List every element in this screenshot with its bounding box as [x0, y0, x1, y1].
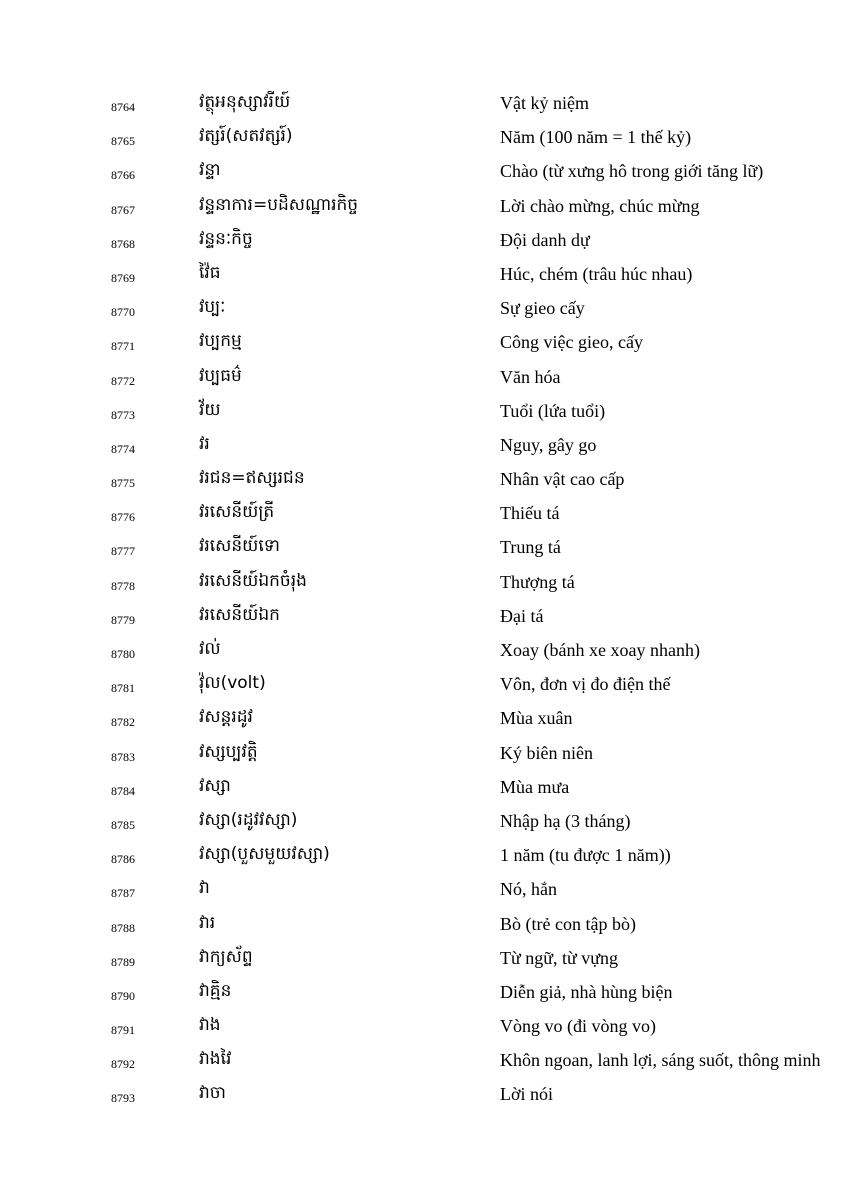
entry-number: 8775: [111, 476, 135, 491]
khmer-term: វ៉ៃធ: [199, 262, 221, 283]
khmer-term: វាចា: [199, 1083, 226, 1104]
entry-number: 8784: [111, 783, 135, 798]
entry-number: 8789: [111, 954, 135, 969]
entry-number: 8791: [111, 1023, 135, 1038]
entry-number: 8778: [111, 578, 135, 593]
khmer-term: វ័យ: [199, 399, 221, 420]
entry-number: 8765: [111, 134, 135, 149]
entry-number: 8771: [111, 339, 135, 354]
entry-row: [0, 88, 848, 122]
vietnamese-definition: Nhập hạ (3 tháng): [500, 810, 631, 831]
khmer-term: វសន្តរដូវ: [199, 707, 253, 728]
entry-row: [0, 840, 848, 874]
entry-number: 8781: [111, 681, 135, 696]
vietnamese-definition: Húc, chém (trâu húc nhau): [500, 263, 693, 284]
vietnamese-definition: Bò (trẻ con tập bò): [500, 913, 636, 934]
entry-number: 8788: [111, 920, 135, 935]
entry-row: [0, 909, 848, 943]
entry-row: [0, 225, 848, 259]
entry-row: [0, 738, 848, 772]
khmer-term: វស្សា(បួសមួយវស្សា): [199, 844, 330, 865]
vietnamese-definition: Nguy, gây go: [500, 434, 597, 455]
khmer-term: វន្ទនាការ=បដិសណ្ឋារកិច្ច: [199, 194, 359, 215]
khmer-term: វាងវៃ: [199, 1049, 232, 1070]
entry-row: [0, 703, 848, 737]
entry-number: 8783: [111, 749, 135, 764]
vietnamese-definition: Ký biên niên: [500, 742, 593, 763]
entry-row: [0, 122, 848, 156]
entry-number: 8779: [111, 612, 135, 627]
entry-number: 8790: [111, 988, 135, 1003]
vietnamese-definition: Văn hóa: [500, 366, 561, 387]
khmer-term: វរសេនីយ៍ឯកចំរុង: [199, 570, 307, 591]
vietnamese-definition: Vôn, đơn vị đo điện thế: [500, 674, 671, 695]
vietnamese-definition: Đại tá: [500, 605, 544, 626]
entry-number: 8785: [111, 817, 135, 832]
vietnamese-definition: Thiếu tá: [500, 503, 560, 524]
khmer-term: វា: [199, 878, 210, 899]
entry-number: 8769: [111, 270, 135, 285]
khmer-term: វត្ថុអនុស្សាវរីយ៍: [199, 92, 291, 112]
khmer-term: វល់: [199, 639, 221, 659]
entry-row: [0, 259, 848, 293]
khmer-term: វប្បៈ: [199, 297, 226, 318]
khmer-term: វ៉ុល(volt): [199, 673, 266, 694]
entry-number: 8792: [111, 1057, 135, 1072]
vietnamese-definition: Công việc gieo, cấy: [500, 332, 643, 353]
entry-row: [0, 498, 848, 532]
entry-row: [0, 635, 848, 669]
vietnamese-definition: Từ ngữ, từ vựng: [500, 947, 619, 968]
entry-row: [0, 772, 848, 806]
entry-row: [0, 601, 848, 635]
entry-row: [0, 464, 848, 498]
khmer-term: វស្សា: [199, 775, 231, 796]
entry-number: 8764: [111, 100, 135, 114]
entry-number: 8773: [111, 407, 135, 422]
vietnamese-definition: Chào (từ xưng hô trong giới tăng lữ): [500, 161, 764, 182]
vietnamese-definition: Lời nói: [500, 1084, 554, 1105]
khmer-term: វរសេនីយ៍ឯក: [199, 604, 280, 625]
vietnamese-definition: Khôn ngoan, lanh lợi, sáng suốt, thông minh: [500, 1050, 821, 1071]
entry-number: 8782: [111, 715, 135, 730]
entry-row: [0, 293, 848, 327]
khmer-term: វស្សប្បវត្តិ: [199, 741, 258, 762]
vietnamese-definition: Vật kỷ niệm: [500, 93, 589, 113]
khmer-term: វាក្យស័ព្ទ: [199, 946, 253, 967]
khmer-term: វន្ទា: [199, 160, 221, 181]
khmer-term: វារ: [199, 912, 216, 933]
entry-row: [0, 1079, 848, 1113]
entry-row: [0, 1045, 848, 1079]
entry-number: 8780: [111, 647, 135, 661]
entry-number: 8767: [111, 202, 135, 217]
vietnamese-definition: Diễn giả, nhà hùng biện: [500, 981, 673, 1002]
khmer-term: វត្សរ៍(សតវត្សរ៍): [199, 126, 293, 147]
entry-row: [0, 806, 848, 840]
entry-row: [0, 362, 848, 396]
entry-number: 8777: [111, 544, 135, 559]
khmer-term: វរសេនីយ៍ទោ: [199, 536, 280, 557]
khmer-term: វប្បធម៌: [199, 365, 242, 386]
entry-number: 8766: [111, 168, 135, 183]
vietnamese-definition: Xoay (bánh xe xoay nhanh): [500, 640, 700, 660]
entry-row: [0, 669, 848, 703]
vietnamese-definition: Mùa mưa: [500, 776, 570, 797]
entry-row: [0, 874, 848, 908]
vietnamese-definition: Thượng tá: [500, 571, 575, 592]
entry-row: [0, 430, 848, 464]
khmer-term: វស្សា(រដូវវស្សា): [199, 809, 298, 830]
entry-number: 8776: [111, 510, 135, 525]
khmer-term: វាង: [199, 1015, 221, 1036]
vietnamese-definition: Nó, hắn: [500, 879, 557, 900]
vietnamese-definition: Sự gieo cấy: [500, 298, 585, 319]
entry-row: [0, 532, 848, 566]
vietnamese-definition: Đội danh dự: [500, 229, 590, 250]
entry-number: 8770: [111, 305, 135, 320]
entry-row: [0, 396, 848, 430]
entry-number: 8768: [111, 236, 135, 251]
entry-number: 8774: [111, 441, 135, 456]
entry-row: [0, 567, 848, 601]
entry-number: 8787: [111, 886, 135, 901]
entry-list: [0, 88, 848, 1114]
entry-row: [0, 977, 848, 1011]
vietnamese-definition: Nhân vật cao cấp: [500, 469, 625, 490]
entry-row: [0, 156, 848, 190]
vietnamese-definition: Vòng vo (đi vòng vo): [500, 1016, 656, 1037]
khmer-term: វរ: [199, 433, 210, 454]
khmer-term: វរសេនីយ៍ត្រី: [199, 502, 275, 523]
vietnamese-definition: 1 năm (tu được 1 năm)): [500, 845, 671, 866]
vietnamese-definition: Mùa xuân: [500, 708, 573, 729]
khmer-term: វាគ្មិន: [199, 980, 232, 1001]
vietnamese-definition: Lời chào mừng, chúc mừng: [500, 195, 700, 216]
khmer-term: វប្បកម្ម: [199, 331, 242, 352]
entry-row: [0, 943, 848, 977]
entry-row: [0, 327, 848, 361]
vietnamese-definition: Tuổi (lứa tuổi): [500, 400, 606, 421]
entry-number: 8772: [111, 373, 135, 388]
khmer-term: វន្ទនៈកិច្ច: [199, 228, 253, 249]
khmer-term: វរជន=ឥស្សរជន: [199, 468, 305, 489]
vietnamese-definition: Năm (100 năm = 1 thế kỷ): [500, 127, 692, 148]
vietnamese-definition: Trung tá: [500, 537, 561, 558]
entry-number: 8786: [111, 852, 135, 867]
entry-number: 8793: [111, 1091, 135, 1106]
entry-row: [0, 191, 848, 225]
entry-row: [0, 1011, 848, 1045]
